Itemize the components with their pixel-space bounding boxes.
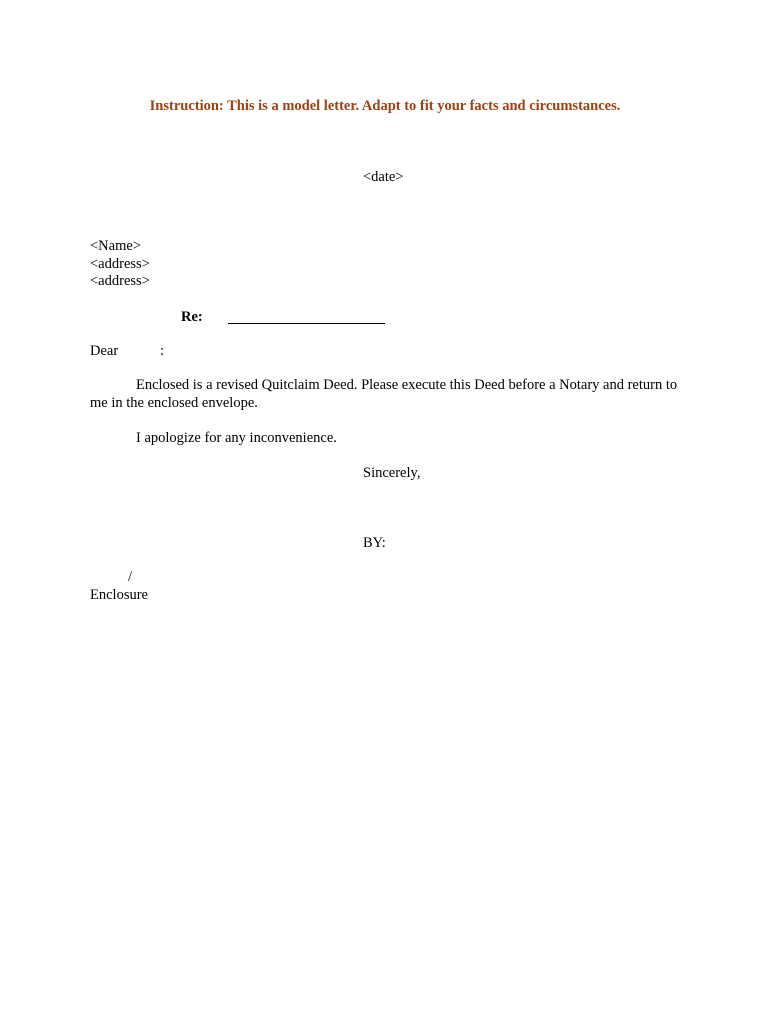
body-paragraph-2: I apologize for any inconvenience. (136, 430, 337, 446)
recipient-name: <Name> (90, 238, 141, 254)
recipient-address-block (90, 238, 150, 291)
instruction-note: Instruction: This is a model letter. Adapt to fit your facts and circumstances. (149, 98, 621, 114)
salutation-colon: : (160, 343, 165, 359)
signature-label: BY: (363, 535, 386, 551)
initials-separator: / (128, 569, 133, 585)
closing: Sincerely, (363, 465, 421, 481)
re-subject-blank-line (228, 309, 385, 324)
enclosure-note: Enclosure (90, 587, 148, 603)
re-label: Re: (181, 309, 203, 325)
letter-date: <date> (363, 169, 404, 185)
salutation: Dear (90, 343, 119, 359)
recipient-address-line-2: <address> (90, 273, 150, 289)
body-paragraph-1: Enclosed is a revised Quitclaim Deed. Please execute this Deed before a Notary and return to me in the enclosed envelope. (90, 377, 678, 411)
recipient-address-line-1: <address> (90, 255, 150, 272)
